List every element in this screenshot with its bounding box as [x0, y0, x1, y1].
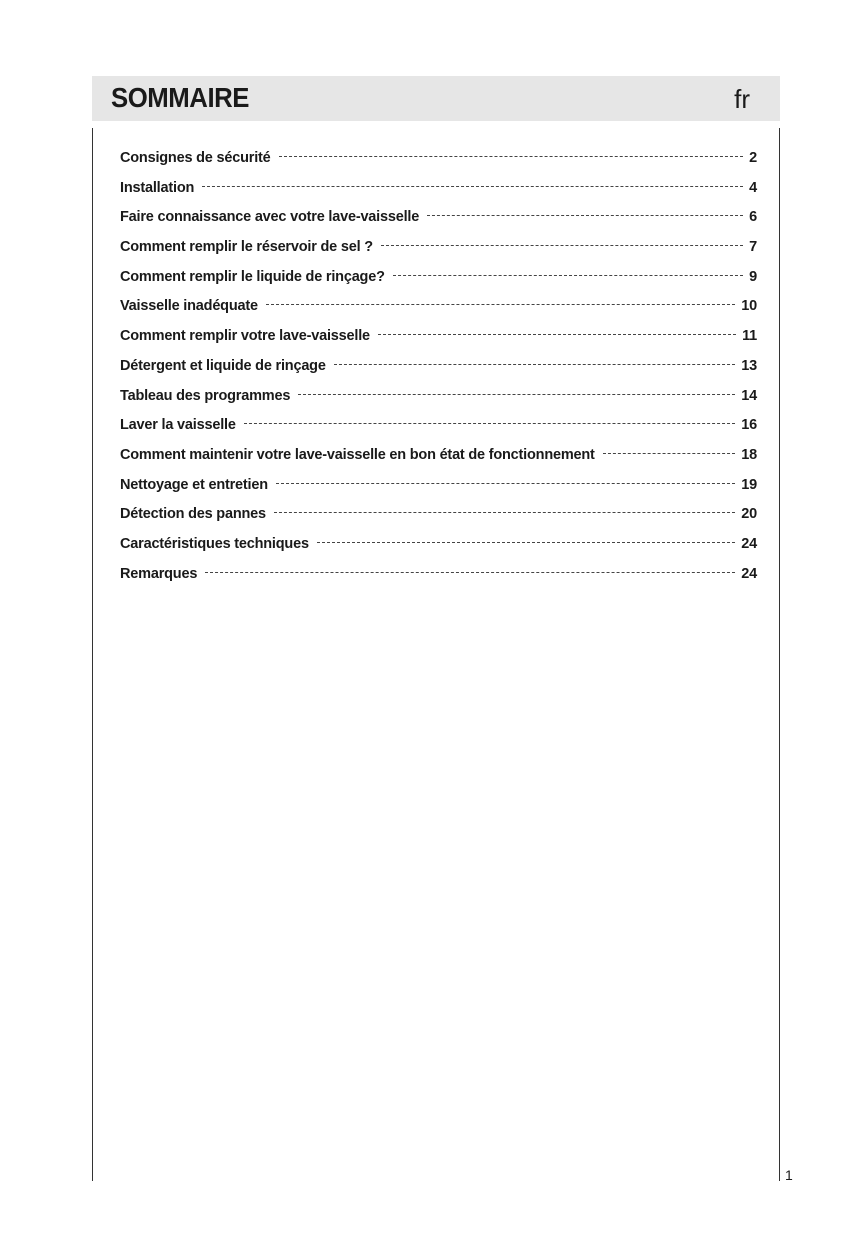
toc-entry-title: Laver la vaisselle [120, 417, 236, 434]
toc-entry-title: Installation [120, 179, 195, 196]
toc-leader-dashes [279, 156, 744, 157]
toc-entry-title: Caractéristiques techniques [120, 535, 309, 552]
toc-leader-dashes [298, 394, 735, 395]
table-of-contents [120, 150, 757, 595]
toc-leader-dashes [603, 453, 736, 454]
toc-entry-page: 4 [749, 179, 757, 196]
toc-entry-page: 7 [749, 239, 757, 256]
toc-entry[interactable] [120, 358, 757, 388]
toc-entry[interactable] [120, 536, 757, 566]
toc-leader-dashes [274, 512, 735, 513]
toc-entry-page: 9 [749, 268, 757, 285]
toc-entry[interactable] [120, 477, 757, 507]
toc-entry-title: Détection des pannes [120, 506, 266, 523]
toc-entry[interactable] [120, 506, 757, 536]
right-margin-rule [779, 128, 780, 1181]
toc-entry-page: 24 [741, 535, 757, 552]
toc-leader-dashes [381, 245, 743, 246]
toc-entry[interactable] [120, 150, 757, 180]
language-code: fr [734, 84, 750, 114]
toc-entry[interactable] [120, 269, 757, 299]
toc-leader-dashes [334, 364, 736, 365]
toc-entry[interactable] [120, 388, 757, 418]
header-band [92, 76, 780, 121]
toc-entry-title: Vaisselle inadéquate [120, 298, 258, 315]
toc-leader-dashes [393, 275, 743, 276]
toc-entry[interactable] [120, 239, 757, 269]
toc-entry-page: 10 [741, 298, 757, 315]
toc-leader-dashes [378, 334, 736, 335]
toc-entry-page: 24 [741, 565, 757, 582]
left-margin-rule [92, 128, 93, 1181]
toc-entry-title: Consignes de sécurité [120, 150, 271, 166]
toc-entry[interactable] [120, 566, 757, 596]
toc-entry-title: Nettoyage et entretien [120, 476, 268, 493]
toc-entry-title: Comment remplir votre lave-vaisselle [120, 328, 370, 345]
toc-entry-page: 16 [741, 417, 757, 434]
toc-entry[interactable] [120, 328, 757, 358]
toc-leader-dashes [244, 423, 736, 424]
toc-entry-page: 6 [749, 209, 757, 226]
toc-leader-dashes [427, 215, 743, 216]
toc-leader-dashes [266, 304, 735, 305]
toc-entry[interactable] [120, 417, 757, 447]
toc-leader-dashes [317, 542, 735, 543]
toc-entry-page: 14 [741, 387, 757, 404]
toc-entry[interactable] [120, 447, 757, 477]
toc-entry-page: 11 [742, 328, 757, 345]
toc-entry-title: Remarques [120, 565, 198, 582]
page-number: 1 [785, 1167, 793, 1183]
toc-entry-title: Détergent et liquide de rinçage [120, 357, 326, 374]
toc-entry-title: Faire connaissance avec votre lave-vaisselle [120, 209, 420, 226]
toc-entry-page: 2 [749, 150, 757, 166]
toc-entry-page: 20 [741, 506, 757, 523]
toc-entry[interactable] [120, 298, 757, 328]
toc-entry-title: Comment remplir le réservoir de sel ? [120, 239, 373, 256]
toc-entry[interactable] [120, 180, 757, 210]
toc-entry-page: 18 [741, 446, 757, 463]
toc-leader-dashes [205, 572, 735, 573]
toc-leader-dashes [276, 483, 735, 484]
toc-entry-title: Tableau des programmes [120, 387, 291, 404]
toc-entry-title: Comment maintenir votre lave-vaisselle en bon état de fonctionnement [120, 446, 595, 463]
toc-entry[interactable] [120, 209, 757, 239]
page-title: SOMMAIRE [111, 82, 249, 113]
toc-entry-title: Comment remplir le liquide de rinçage? [120, 268, 385, 285]
toc-leader-dashes [202, 186, 743, 187]
toc-entry-page: 13 [741, 357, 757, 374]
toc-entry-page: 19 [741, 476, 757, 493]
